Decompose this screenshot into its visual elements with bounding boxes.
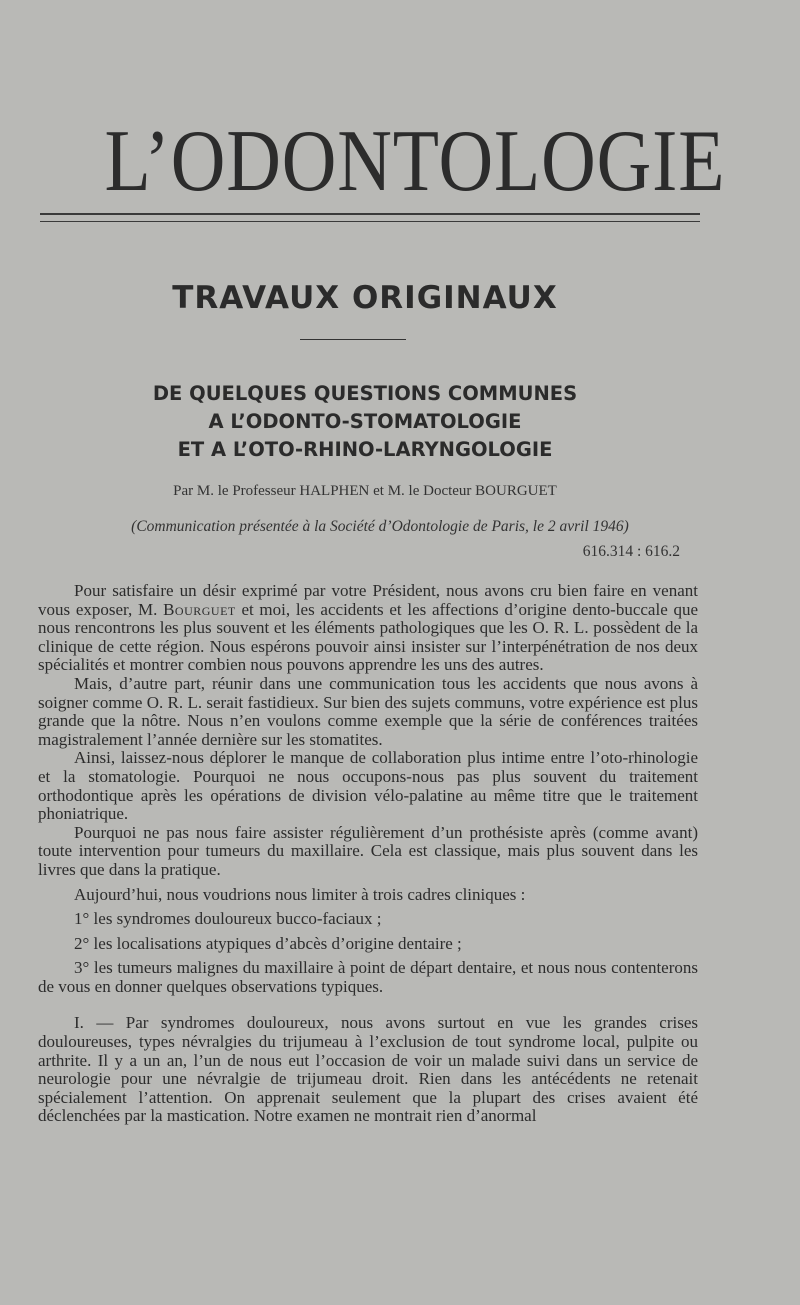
article-title-line: ET A L’OTO-RHINO-LARYNGOLOGIE bbox=[177, 438, 553, 461]
author-byline: Par M. le Professeur HALPHEN et M. le Docteur BOURGUET bbox=[173, 483, 557, 499]
classification-code: 616.314 : 616.2 bbox=[582, 543, 680, 560]
paragraph: I. — Par syndromes douloureux, nous avons surtout en vue les grandes crises douloureuses, types névralgies du trijumeau à l’exclusion de tout syndrome local, pulpite ou arthrite. Il y a un an, l’un de nous eut l’occasion de voir un malade suivi dans un service de neurologie pour une névralgie de trijumeau droit. Rien dans les antécédents ne retenait spécialement l’attention. On apprenait seulement que la plupart des crises avaient été déclenchées par la mastication. Notre examen ne montrait rien d’anormal bbox=[38, 1013, 698, 1126]
section-title: TRAVAUX ORIGINAUX bbox=[172, 280, 558, 316]
list-item: 1° les syndromes douloureux bucco-faciaux ; bbox=[74, 909, 382, 929]
paragraph: Ainsi, laissez-nous déplorer le manque de collaboration plus intime entre l’oto-rhinologie et la stomatologie. Pourquoi ne nous occupons-nous pas plus souvent du traitement orthodontique après les opérations de division vélo-palatine au même titre que le traitement phoniatrique. bbox=[38, 748, 698, 824]
header-double-rule bbox=[40, 213, 700, 222]
paragraph: Mais, d’autre part, réunir dans une communication tous les accidents que nous avons à soigner comme O. R. L. serait fastidieux. Sur bien des sujets communs, votre expérience est plus grande que la nôtre. Nous n’en voulons comme exemple que la série de conférences traitées magistralement l’année dernière sur les stomatites. bbox=[38, 673, 698, 749]
paragraph: Pourquoi ne pas nous faire assister régulièrement d’un prothésiste après (comme avant) toute intervention pour tumeurs du maxillaire. Cela est classique, mais plus souvent dans les livres que dans la pratique. bbox=[38, 822, 698, 879]
article-title-line: A L’ODONTO-STOMATOLOGIE bbox=[208, 410, 522, 433]
journal-title: L’ODONTOLOGIE bbox=[104, 113, 726, 210]
communication-note: (Communication présentée à la Société d’Odontologie de Paris, le 2 avril 1946) bbox=[131, 518, 629, 535]
paragraph: Aujourd’hui, nous voudrions nous limiter à trois cadres cliniques : bbox=[74, 884, 526, 904]
paragraph: Pour satisfaire un désir exprimé par votre Président, nous avons cru bien faire en venant vous exposer, M. Bourguet et moi, les accidents et les affections d’origine dento-buccale que nous rencontrons les plus souvent et les éléments pathologiques que les O. R. L. possèdent de la clinique de cette région. Nous espérons pouvoir ainsi insister sur l’interpénétration de nos deux spécialités et montrer combien nous pouvons apprendre les uns des autres. bbox=[38, 581, 699, 675]
list-item: 2° les localisations atypiques d’abcès d’origine dentaire ; bbox=[74, 933, 462, 953]
section-divider bbox=[300, 339, 406, 340]
article-title bbox=[0, 380, 730, 464]
article-body bbox=[38, 582, 698, 1126]
list-item: 3° les tumeurs malignes du maxillaire à point de départ dentaire, et nous nous contenterons de vous en donner quelques observations typiques. bbox=[38, 958, 698, 996]
article-title-line: DE QUELQUES QUESTIONS COMMUNES bbox=[152, 382, 578, 405]
author-name: Bourguet bbox=[163, 599, 236, 619]
